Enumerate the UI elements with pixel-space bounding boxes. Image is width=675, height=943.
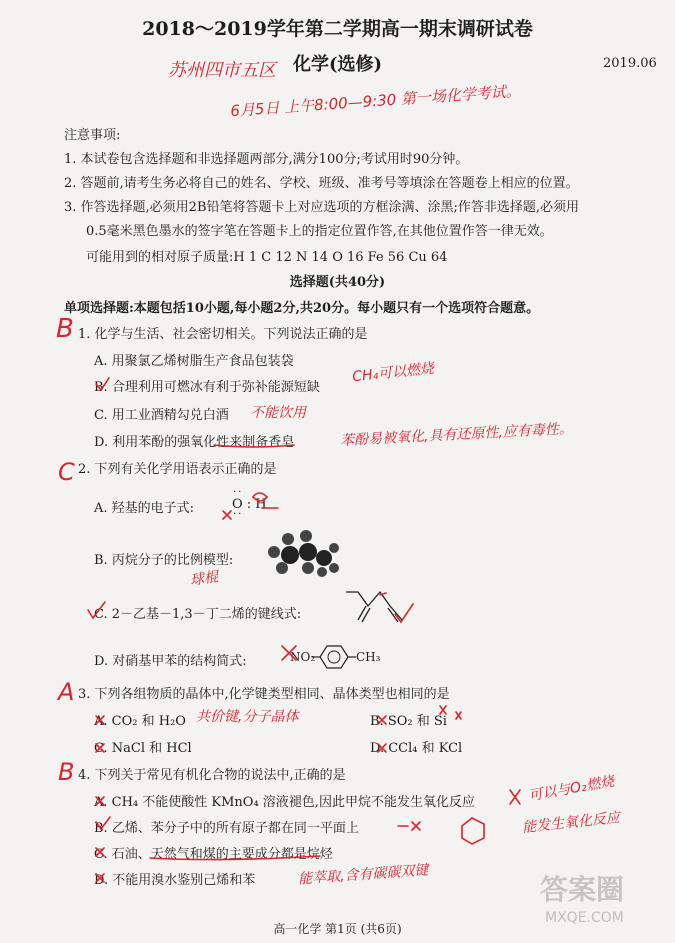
- q2-option-c: C. 2－乙基－1,3－丁二烯的键线式:: [94, 607, 302, 622]
- q1-option-c: C. 用工业酒精勾兑白酒: [94, 408, 229, 423]
- q3-a-note: 共价键,分子晶体: [196, 709, 299, 725]
- exam-subtitle: 化学(选修): [292, 54, 383, 75]
- q1-option-b: B. 合理利用可燃冰有利于弥补能源短缺: [94, 380, 320, 395]
- note-item-1: 1. 本试卷包含选择题和非选择题两部分,满分100分;考试用时90分钟。: [64, 152, 469, 167]
- handwritten-time-note: 6月5日 上午8:00—9:30 第一场化学考试。: [229, 81, 522, 121]
- q4-option-c: C. 石油、天然气和煤的主要成分都是烷烃: [94, 847, 333, 862]
- q2-option-d: D. 对硝基甲苯的结构简式:: [94, 654, 247, 669]
- q4-option-d: D. 不能用溴水鉴别己烯和苯: [94, 873, 256, 888]
- watermark-logo: 答案圈: [540, 873, 625, 906]
- q4-d-note: 能萃取,含有碳碳双键: [297, 862, 429, 888]
- q2-stem: 2. 下列有关化学用语表示正确的是: [78, 462, 277, 477]
- atomic-masses: 可能用到的相对原子质量:H 1 C 12 N 14 O 16 Fe 56 Cu 64: [86, 250, 448, 265]
- q1-option-d: D. 利用苯酚的强氧化性来制备香皂: [94, 435, 295, 450]
- note-item-2: 2. 答题前,请考生务必将自己的姓名、学校、班级、准考号等填涂在答题卷上相应的位置。: [64, 176, 579, 191]
- q4-stem: 4. 下列关于常见有机化合物的说法中,正确的是: [78, 768, 346, 783]
- section-title: 选择题(共40分): [289, 275, 386, 290]
- page-footer: 高一化学 第1页 (共6页): [273, 922, 402, 936]
- note-item-3: 3. 作答选择题,必须用2B铅笔将答题卡上对应选项的方框涂满、涂黑;作答非选择题,必须用: [64, 200, 580, 215]
- q2-d-no2: NO₂: [290, 650, 316, 664]
- section-instruction: 单项选择题:本题包括10小题,每小题2分,共20分。每小题只有一个选项符合题意。: [64, 301, 540, 316]
- q1-d-note: 苯酚易被氧化,具有还原性,应有毒性。: [339, 420, 574, 450]
- q3-option-b: B. SO₂ 和 Si: [370, 714, 447, 729]
- q2-option-b: B. 丙烷分子的比例模型:: [94, 553, 234, 568]
- electron-dots-bottom: ··: [233, 509, 244, 520]
- q3-option-c: C. NaCl 和 HCl: [94, 741, 192, 756]
- q1-b-note: CH₄可以燃烧: [351, 360, 435, 386]
- notes-heading: 注意事项:: [64, 128, 121, 143]
- watermark-url: MXQE.COM: [545, 910, 624, 926]
- electron-dots-top: ··: [233, 487, 244, 498]
- exam-date: 2019.06: [603, 56, 657, 71]
- q3-option-a: A. CO₂ 和 H₂O: [94, 714, 186, 729]
- exam-title: 2018～2019学年第二学期高一期末调研试卷: [142, 18, 533, 40]
- q4-a-note: 可以与O₂燃烧: [527, 773, 616, 805]
- note-item-3-cont: 0.5毫米黑色墨水的签字笔在答题卡上的指定位置作答,在其他位置作答一律无效。: [86, 224, 553, 239]
- q3-stem: 3. 下列各组物质的晶体中,化学键类型相同、晶体类型也相同的是: [78, 687, 450, 702]
- handwritten-school: 苏州四市五区: [168, 60, 276, 81]
- q3-option-d: D. CCl₄ 和 KCl: [370, 741, 463, 756]
- q2-a-formula: O : H: [232, 497, 267, 512]
- q4-a-note-2: 能发生氧化反应: [521, 809, 621, 837]
- q1-stem: 1. 化学与生活、社会密切相关。下列说法正确的是: [78, 327, 368, 342]
- q1-option-a: A. 用聚氯乙烯树脂生产食品包装袋: [94, 354, 294, 369]
- q4-option-a: A. CH₄ 不能使酸性 KMnO₄ 溶液褪色,因此甲烷不能发生氧化反应: [94, 795, 475, 810]
- q2-b-note: 球棍: [189, 569, 220, 589]
- q2-d-ch3: CH₃: [356, 650, 381, 664]
- q1-c-note: 不能饮用: [250, 405, 306, 421]
- q1-answer-mark: B: [56, 314, 74, 344]
- q2-option-a: A. 羟基的电子式:: [94, 501, 195, 516]
- q4-answer-mark: B: [58, 758, 75, 786]
- q4-option-b: B. 乙烯、苯分子中的所有原子都在同一平面上: [94, 821, 359, 836]
- q2-answer-mark: C: [58, 458, 75, 486]
- q3-answer-mark: A: [58, 678, 75, 706]
